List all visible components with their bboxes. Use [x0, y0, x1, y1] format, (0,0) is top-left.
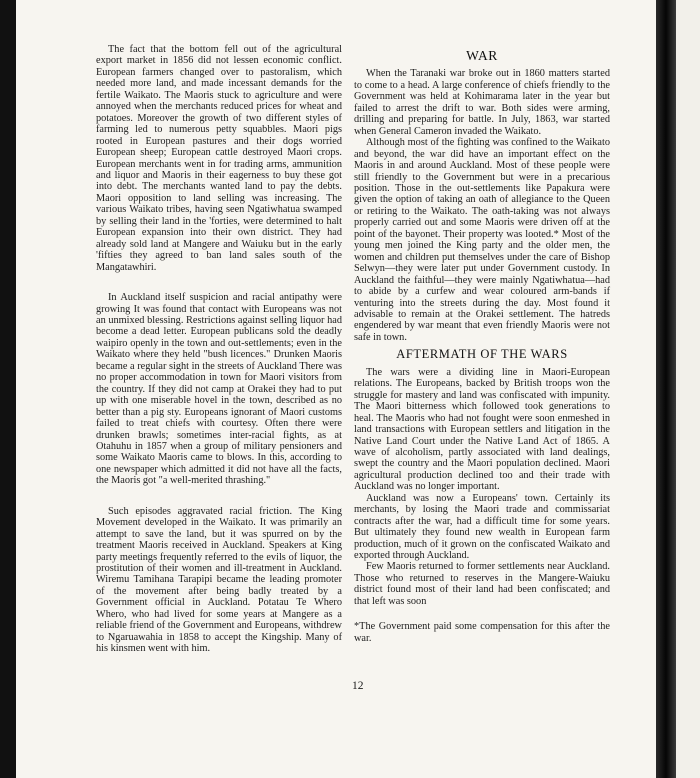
adjacent-page-edge: [676, 0, 700, 778]
paragraph: The fact that the bottom fell out of the agricultural export market in 1856 did not lessen economic conflict. European farmers changed over to pastoralism, which needed more land, and made incessant demands for the fertile Waikato. The Maoris stuck to agriculture and were annoyed when the merchants reduced prices for wheat and potatoes. Moreover the growth of two different styles of farming led to numerous petty squabbles. Maori pigs rooted in European pastures and their dogs worried European sheep; European cattle destroyed Maori crops. European merchants went in for trading arms, ammunition and liquor and Maoris in their eagerness to buy these got into debt. The merchants wanted land to pay the debts. Maori opposition to land selling was increasing. The various Waikato tribes, having seen Ngatiwhatua swamped by selling their land in the 'forties, were determined to halt European expansion into their own district. They had already sold land at Mangere and Waiuku but in the early 'fifties they agreed to ban land sales south of the Mangatawhiri.: [96, 44, 342, 273]
left-text-column: [96, 44, 342, 655]
paragraph: When the Taranaki war broke out in 1860 matters started to come to a head. A large conference of chiefs friendly to the Government was held at Kohimarama later in the year but failed to arrest the drift to war. Both sides were arming, drilling and preparing for battle. In July, 1863, war started when General Cameron invaded the Waikato.: [354, 68, 610, 137]
page-number: 12: [352, 680, 364, 692]
footnote: *The Government paid some compensation for this after the war.: [354, 621, 610, 644]
right-text-column: [354, 50, 610, 644]
section-heading-war: WAR: [466, 48, 498, 63]
paragraph: Auckland was now a Europeans' town. Certainly its merchants, by losing the Maori trade and commissariat contracts after the war, had a difficult time for some years. But ultimately they found new wealth in European farm production, much of it grown on the confiscated Waikato and exported through Auckland.: [354, 492, 610, 562]
section-heading-aftermath: AFTERMATH OF THE WARS: [396, 347, 568, 362]
paragraph: Such episodes aggravated racial friction. The King Movement developed in the Waikato. It was primarily an attempt to save the land, but it was spurred on by the treatment Maoris received in Auckland. Speakers at King party meetings frequently referred to the evils of liquor, the prostitution of their women and ill-treatment in Auckland. Wiremu Tamihana Tarapipi became the leading promoter of the movement after being badly treated by a Government official in Auckland. Potatau Te Whero Whero, who had lived for some years at Mangere as a reliable friend of the Government and Europeans, withdrew to Ngaruawahia in 1858 to accept the Kingship. Many of his kinsmen went with him.: [96, 505, 342, 655]
paragraph: In Auckland itself suspicion and racial antipathy were growing It was found that contact with Europeans was not an unmixed blessing. Restrictions against selling liquor had become a dead letter. European publicans sold the deadly waipiro openly in the town and out-settlements; even in the Waikato where they held "bush licences." Drunken Maoris became a regular sight in the streets of Auckland There was no proper accommodation in town for Maori visitors from the country. If they did not camp at Orakei they had to put up with one miserable hovel in the town, described as no better than a pig sty. Europeans ignorant of Maori customs failed to treat chiefs with courtesy. Often there were drunken brawls; sometimes inter-racial fights, as at Otahuhu in 1857 when a group of military pensioners and some Waikato Maoris came to blows. In this, according to one newspaper which admitted it did not have all the facts, the Maoris got "a well-merited thrashing.": [96, 292, 342, 487]
paragraph: The wars were a dividing line in Maori-European relations. The Europeans, backed by British troops won the struggle for mastery and land was confiscated with impunity. The Maori bitterness which followed took generations to heal. The Maoris who had not fought were soon enmeshed in land transactions with European settlers and litigation in the Native Land Court under the Native Land Act of 1865. A wave of alcoholism, partly associated with land dealings, swept the country and the Maori population declined. Maori agricultural production declined too and their trade with Auckland was no longer important.: [354, 366, 610, 493]
paragraph: Few Maoris returned to former settlements near Auckland. Those who returned to reserves in the Mangere-Waiuku district found most of their land had been confiscated; and that left was soon: [354, 561, 610, 607]
binding-gutter: [656, 0, 676, 778]
paragraph: Although most of the fighting was confined to the Waikato and beyond, the war did have an important effect on the Maoris in and around Auckland. Most of these people were still friendly to the Government but were in a precarious position. Those in the out-settlements like Papakura were given the option of taking an oath of allegiance to the Queen or retiring to the Waikato. The oath-taking was not always properly carried out and some Maoris were driven off at the point of the bayonet. Their property was looted.* Most of the young men joined the King party and the older men, the women and children put themselves under the care of Bishop Selwyn—they were later put under Government custody. In Auckland the faithful—they were mainly Ngatiwhatua—had to abide by a curfew and wear coloured arm-bands if venturing into the streets during the day. Most found it advisable to remain at the Orakei settlement. The hatreds engendered by war meant that even friendly Maoris were not safe in town.: [354, 137, 610, 343]
